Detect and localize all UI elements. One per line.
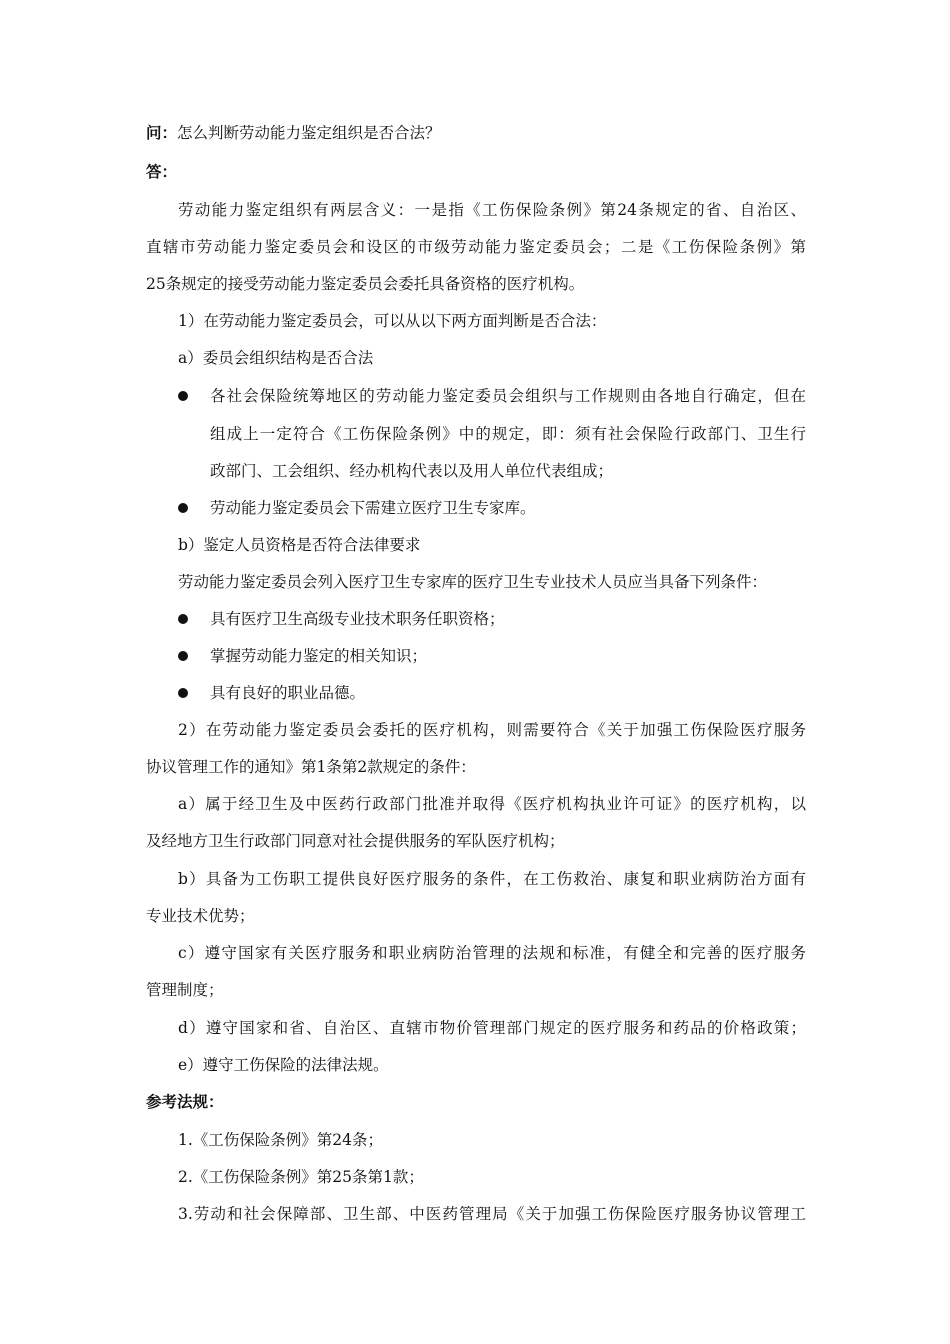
a-bullet-1-line-3: 政部门、工会组织、经办机构代表以及用人单位代表组成；	[210, 462, 614, 480]
a-bullet-1-line-1: 各社会保险统筹地区的劳动能力鉴定委员会组织与工作规则由各地自行确定，但在	[210, 387, 806, 405]
part2-item-e: e）遵守工伤保险的法律法规。	[178, 1056, 389, 1074]
intro-line-1: 劳动能力鉴定组织有两层含义：一是指《工伤保险条例》第24条规定的省、自治区、	[178, 201, 806, 219]
b-bullet-1: 具有医疗卫生高级专业技术职务任职资格；	[210, 610, 505, 628]
bullet-icon	[178, 614, 188, 624]
intro-line-3: 25条规定的接受劳动能力鉴定委员会委托具备资格的医疗机构。	[146, 275, 585, 293]
question-text: 怎么判断劳动能力鉴定组织是否合法？	[177, 124, 441, 142]
bullet-icon	[178, 503, 188, 513]
question-line	[146, 123, 441, 143]
part1-b-heading: b）鉴定人员资格是否符合法律要求	[178, 536, 421, 554]
intro-line-2: 直辖市劳动能力鉴定委员会和设区的市级劳动能力鉴定委员会；二是《工伤保险条例》第	[146, 238, 806, 256]
question-label: 问：	[146, 124, 178, 142]
part2-item-a-line-1: a）属于经卫生及中医药行政部门批准并取得《医疗机构执业许可证》的医疗机构，以	[178, 795, 806, 813]
part2-item-b-line-1: b）具备为工伤职工提供良好医疗服务的条件，在工伤救治、康复和职业病防治方面有	[178, 870, 806, 888]
reference-item-2: 2.《工伤保险条例》第25条第1款；	[178, 1168, 424, 1186]
part1-heading: 1）在劳动能力鉴定委员会，可以从以下两方面判断是否合法：	[178, 312, 607, 330]
bullet-icon	[178, 688, 188, 698]
part2-item-a-line-2: 及经地方卫生行政部门同意对社会提供服务的军队医疗机构；	[146, 832, 565, 850]
bullet-icon	[178, 651, 188, 661]
part2-item-b-line-2: 专业技术优势；	[146, 907, 255, 925]
part1-b-intro: 劳动能力鉴定委员会列入医疗卫生专家库的医疗卫生专业技术人员应当具备下列条件：	[178, 573, 768, 591]
bullet-icon	[178, 391, 188, 401]
b-bullet-3: 具有良好的职业品德。	[210, 684, 366, 702]
answer-label: 答：	[146, 163, 178, 181]
part2-item-d: d）遵守国家和省、自治区、直辖市物价管理部门规定的医疗服务和药品的价格政策；	[178, 1019, 806, 1037]
a-bullet-1-line-2: 组成上一定符合《工伤保险条例》中的规定，即：须有社会保险行政部门、卫生行	[210, 425, 806, 443]
part2-heading-line-1: 2）在劳动能力鉴定委员会委托的医疗机构，则需要符合《关于加强工伤保险医疗服务	[178, 721, 806, 739]
a-bullet-2-line-1: 劳动能力鉴定委员会下需建立医疗卫生专家库。	[210, 499, 536, 517]
reference-item-1: 1.《工伤保险条例》第24条；	[178, 1131, 384, 1149]
part2-item-c-line-2: 管理制度；	[146, 981, 224, 999]
reference-item-3: 3.劳动和社会保障部、卫生部、中医药管理局《关于加强工伤保险医疗服务协议管理工	[178, 1205, 806, 1223]
references-label: 参考法规：	[146, 1093, 224, 1111]
part2-item-c-line-1: c）遵守国家有关医疗服务和职业病防治管理的法规和标准，有健全和完善的医疗服务	[178, 944, 806, 962]
part1-a-heading: a）委员会组织结构是否合法	[178, 349, 374, 367]
b-bullet-2: 掌握劳动能力鉴定的相关知识；	[210, 647, 428, 665]
part2-heading-line-2: 协议管理工作的通知》第1条第2款规定的条件：	[146, 758, 476, 776]
